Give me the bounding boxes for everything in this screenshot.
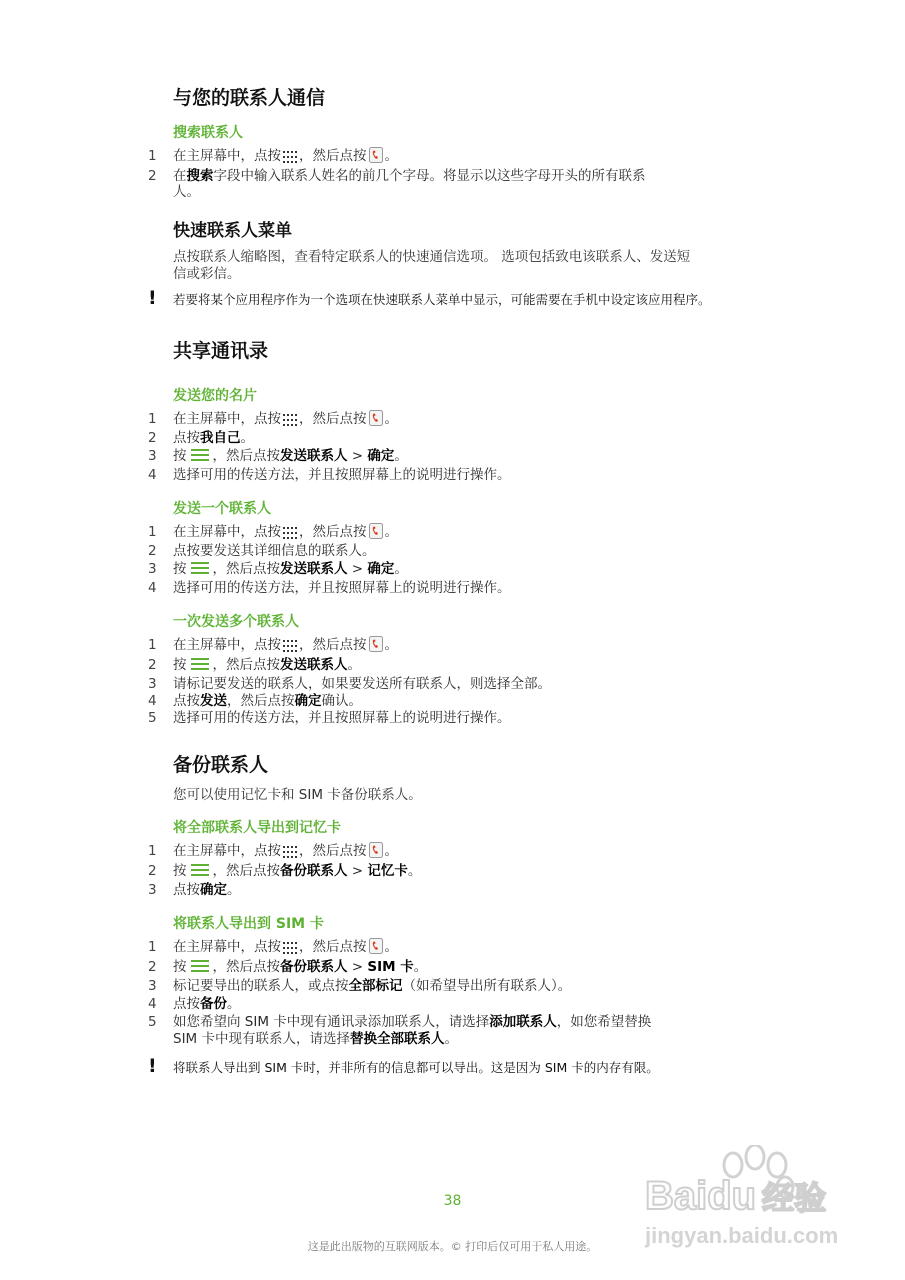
step-text: 在主屏幕中，点按 ，然后点按 。 — [173, 410, 398, 431]
step-number: 4 — [148, 580, 157, 596]
step-number: 2 — [148, 959, 157, 975]
step-text: 标记要导出的联系人，或点按全部标记（如希望导出所有联系人）。 — [173, 978, 572, 994]
step-number: 2 — [148, 863, 157, 879]
step-text: 按 ，然后点按发送联系人。 — [173, 656, 361, 677]
apps-grid-icon — [283, 845, 297, 863]
step-number: 2 — [148, 543, 157, 559]
phone-icon — [369, 523, 383, 544]
step-number: 3 — [148, 561, 157, 577]
phone-icon — [369, 938, 383, 959]
watermark-url: jingyan.baidu.com — [645, 1223, 839, 1248]
step-text: 如您希望向 SIM 卡中现有通讯录添加联系人，请选择添加联系人，如您希望替换 — [173, 1014, 652, 1030]
step-text: 点按发送，然后点按确定确认。 — [173, 693, 362, 709]
step-number: 1 — [148, 637, 157, 653]
subsection-title-export-memory-card: 将全部联系人导出到记忆卡 — [173, 820, 341, 836]
step-number: 1 — [148, 411, 157, 427]
page-number: 38 — [443, 1193, 462, 1209]
watermark-brand2: du — [707, 1174, 757, 1218]
paragraph: 您可以使用记忆卡和 SIM 卡备份联系人。 — [173, 787, 422, 803]
step-text: 在主屏幕中，点按 ，然后点按 。 — [173, 523, 398, 544]
step-text: 在主屏幕中，点按 ，然后点按 。 — [173, 636, 398, 657]
section-title-share-contacts: 共享通讯录 — [173, 340, 269, 362]
step-number: 1 — [148, 939, 157, 955]
step-text: 在主屏幕中，点按 ，然后点按 。 — [173, 842, 398, 863]
step-number: 2 — [148, 430, 157, 446]
warning-icon: ! — [148, 1055, 157, 1077]
note-text: 将联系人导出到 SIM 卡时，并非所有的信息都可以导出。这是因为 SIM 卡的内存有限。 — [173, 1060, 659, 1075]
step-continuation: 人。 — [173, 184, 200, 200]
step-text: 按 ，然后点按发送联系人 > 确定。 — [173, 447, 408, 468]
menu-icon — [189, 447, 211, 468]
step-number: 1 — [148, 524, 157, 540]
paragraph: 点按联系人缩略图，查看特定联系人的快速通信选项。 选项包括致电该联系人、发送短 — [173, 249, 691, 265]
step-number: 4 — [148, 467, 157, 483]
step-text: 按 ，然后点按备份联系人 > SIM 卡。 — [173, 958, 427, 979]
step-number: 5 — [148, 1014, 157, 1030]
step-number: 1 — [148, 148, 157, 164]
step-number: 3 — [148, 676, 157, 692]
footer-text: 这是此出版物的互联网版本。© 打印后仅可用于私人用途。 — [307, 1240, 598, 1253]
step-text: 按 ，然后点按发送联系人 > 确定。 — [173, 560, 408, 581]
step-text: 点按我自己。 — [173, 430, 254, 446]
menu-icon — [189, 656, 211, 677]
apps-grid-icon — [283, 941, 297, 959]
step-text: 点按确定。 — [173, 882, 241, 898]
step-text: 选择可用的传送方法，并且按照屏幕上的说明进行操作。 — [173, 580, 511, 596]
menu-icon — [189, 862, 211, 883]
step-number: 5 — [148, 710, 157, 726]
subsection-title-send-card: 发送您的名片 — [173, 388, 257, 404]
apps-grid-icon — [283, 639, 297, 657]
step-text: 请标记要发送的联系人，如果要发送所有联系人，则选择全部。 — [173, 676, 551, 692]
watermark-product: 经验 — [762, 1180, 827, 1216]
note-text: 若要将某个应用程序作为一个选项在快速联系人菜单中显示，可能需要在手机中设定该应用程序。 — [173, 292, 711, 307]
step-text: 点按要发送其详细信息的联系人。 — [173, 543, 376, 559]
step-number: 3 — [148, 882, 157, 898]
step-text: 在搜索字段中输入联系人姓名的前几个字母。将显示以这些字母开头的所有联系 — [173, 168, 646, 184]
apps-grid-icon — [283, 150, 297, 168]
step-text: 按 ，然后点按备份联系人 > 记忆卡。 — [173, 862, 421, 883]
phone-icon — [369, 636, 383, 657]
step-text: 选择可用的传送方法，并且按照屏幕上的说明进行操作。 — [173, 467, 511, 483]
apps-grid-icon — [283, 413, 297, 431]
watermark-brand: Bai — [645, 1174, 708, 1218]
subsection-title-send-multiple: 一次发送多个联系人 — [173, 614, 299, 630]
subsection-title-search-contacts: 搜索联系人 — [173, 125, 243, 141]
warning-icon: ! — [148, 287, 157, 309]
step-number: 4 — [148, 996, 157, 1012]
phone-icon — [369, 410, 383, 431]
step-text: 选择可用的传送方法，并且按照屏幕上的说明进行操作。 — [173, 710, 511, 726]
section-title-backup-contacts: 备份联系人 — [173, 754, 269, 776]
menu-icon — [189, 560, 211, 581]
step-continuation: SIM 卡中现有联系人，请选择替换全部联系人。 — [173, 1031, 458, 1047]
section-title-communicate: 与您的联系人通信 — [173, 87, 326, 109]
menu-icon — [189, 958, 211, 979]
paragraph: 信或彩信。 — [173, 266, 241, 282]
subsection-title-quick-contact: 快速联系人菜单 — [173, 221, 292, 241]
step-text: 在主屏幕中，点按 ，然后点按 。 — [173, 938, 398, 959]
subsection-title-export-sim: 将联系人导出到 SIM 卡 — [173, 916, 324, 932]
step-text: 点按备份。 — [173, 996, 241, 1012]
step-number: 1 — [148, 843, 157, 859]
step-number: 2 — [148, 657, 157, 673]
phone-icon — [369, 842, 383, 863]
step-number: 4 — [148, 693, 157, 709]
step-text: 在主屏幕中，点按 ，然后点按 。 — [173, 147, 398, 168]
step-number: 2 — [148, 168, 157, 184]
step-number: 3 — [148, 448, 157, 464]
subsection-title-send-one: 发送一个联系人 — [173, 501, 271, 517]
phone-icon — [369, 147, 383, 168]
step-number: 3 — [148, 978, 157, 994]
